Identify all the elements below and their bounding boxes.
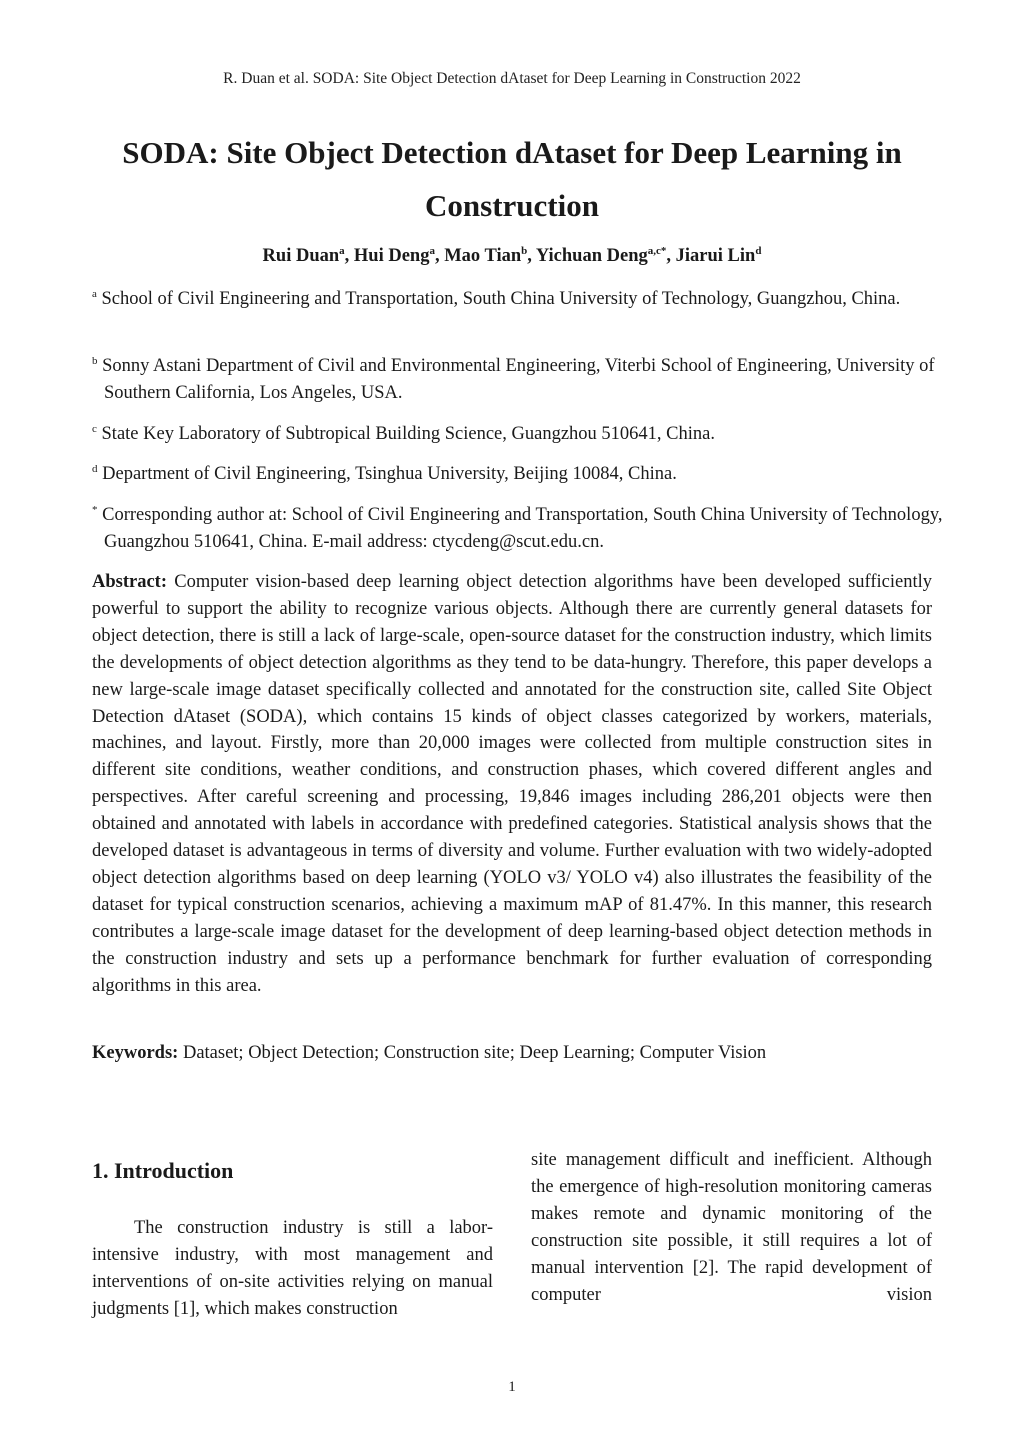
- author-separator: ,: [344, 246, 354, 266]
- affiliation-text: Department of Civil Engineering, Tsinghua University, Beijing 10084, China.: [102, 464, 677, 484]
- affiliation-mark: a: [92, 287, 97, 300]
- author-name: Mao Tian: [444, 246, 522, 266]
- author-affiliation-mark: d: [755, 244, 762, 257]
- affiliation-item: [92, 286, 949, 313]
- affiliation-item: [92, 461, 949, 488]
- intro-paragraph-right: site management difficult and inefficient. Although the emergence of high-resolution monitoring cameras makes remote and dynamic monitoring of the construction site possible, it still requires a lot of manual intervention [2]. The rapid development of computer vision: [531, 1150, 932, 1305]
- author-name: Yichuan Deng: [535, 246, 648, 266]
- author-affiliation-mark: a: [429, 244, 435, 257]
- author-separator: ,: [666, 246, 676, 266]
- author-affiliation-mark: a: [339, 244, 345, 257]
- author-affiliation-mark: a,c*: [647, 244, 667, 257]
- keywords: [92, 1040, 932, 1067]
- author-separator: ,: [527, 246, 536, 266]
- author-name: Jiarui Lin: [675, 246, 756, 266]
- abstract: [92, 569, 932, 1000]
- affiliation-item: [92, 421, 949, 448]
- affiliation-item: [92, 502, 949, 555]
- affiliation-text: Sonny Astani Department of Civil and Environmental Engineering, Viterbi School of Engineering, University of Southern California, Los Angeles, USA.: [102, 356, 935, 403]
- keywords-text: Dataset; Object Detection; Construction site; Deep Learning; Computer Vision: [182, 1043, 767, 1063]
- abstract-label: Abstract:: [92, 572, 168, 592]
- author-name: Rui Duan: [262, 246, 340, 266]
- keywords-label: Keywords:: [92, 1043, 179, 1063]
- affiliation-mark: c: [92, 422, 97, 435]
- author-name: Hui Deng: [353, 246, 430, 266]
- author-separator: ,: [434, 246, 445, 266]
- abstract-text: Computer vision-based deep learning object detection algorithms have been developed sufficiently powerful to support the ability to recognize various objects. Although there are currently general datasets for object detection, there is still a lack of large-scale, open-source dataset for the construction industry, which limits the developments of object detection algorithms as they tend to be data-hungry. Therefore, this paper develops a new large-scale image dataset specifically collected and annotated for the construction site, called Site Object Detection dAtaset (SODA), which contains 15 kinds of object classes categorized by workers, materials, machines, and layout. Firstly, more than 20,000 images were collected from multiple construction sites in different site conditions, weather conditions, and construction phases, which covered different angles and perspectives. After careful screening and processing, 19,846 images including 286,201 objects were then obtained and annotated with labels in accordance with predefined categories. Statistical analysis shows that the developed dataset is advantageous in terms of diversity and volume. Further evaluation with two widely-adopted object detection algorithms based on deep learning (YOLO v3/ YOLO v4) also illustrates the feasibility of the dataset for typical construction scenarios, achieving a maximum mAP of 81.47%. In this manner, this research contributes a large-scale image dataset for the development of deep learning-based object detection methods in the construction industry and sets up a performance benchmark for further evaluation of corresponding algorithms in this area.: [92, 572, 932, 996]
- page-number: 1: [508, 1379, 516, 1395]
- intro-paragraph-left: The construction industry is still a labor-intensive industry, with most management and interventions of on-site activities relying on manual judgments [1], which makes construction: [92, 1218, 493, 1319]
- paper-title: SODA: Site Object Detection dAtaset for Deep Learning in Construction: [122, 135, 902, 223]
- author-affiliation-mark: b: [521, 244, 528, 257]
- running-header: R. Duan et al. SODA: Site Object Detection dAtaset for Deep Learning in Construction 2022: [223, 70, 801, 87]
- affiliation-mark: b: [92, 354, 98, 367]
- affiliation-text: Corresponding author at: School of Civil Engineering and Transportation, South China University of Technology, Guangzhou 510641, China. E-mail address: ctycdeng@scut.edu.cn.: [102, 505, 943, 552]
- affiliation-text: School of Civil Engineering and Transportation, South China University of Technology, Guangzhou, China.: [101, 289, 901, 309]
- affiliation-mark: d: [92, 462, 98, 475]
- affiliation-mark: *: [92, 503, 98, 516]
- affiliation-text: State Key Laboratory of Subtropical Building Science, Guangzhou 510641, China.: [101, 424, 715, 444]
- author-list: [0, 246, 1024, 267]
- section-heading: 1. Introduction: [92, 1158, 234, 1183]
- affiliation-item: [92, 353, 949, 406]
